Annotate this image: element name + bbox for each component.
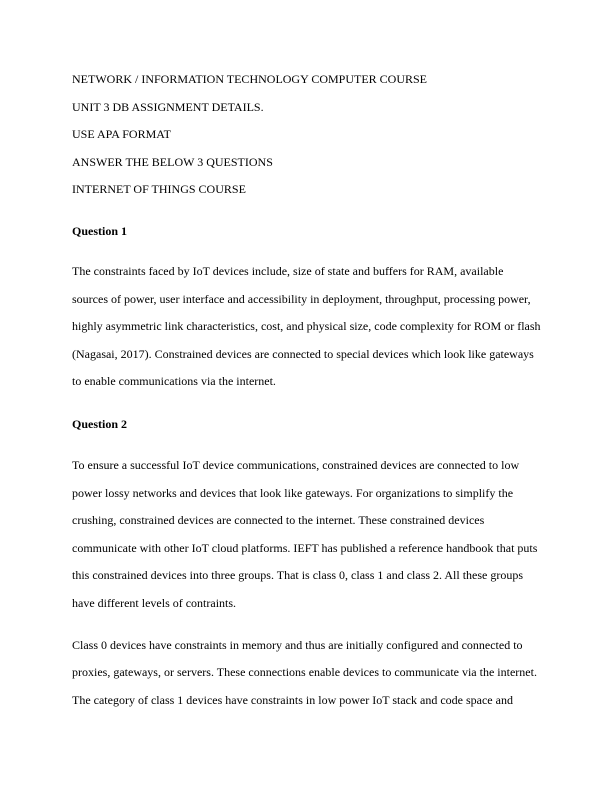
header-line-subject: INTERNET OF THINGS COURSE <box>72 182 246 196</box>
paragraph-line: highly asymmetric link characteristics, cost, and physical size, code complexity for ROM or flash <box>72 319 541 333</box>
header-line-instructions: ANSWER THE BELOW 3 QUESTIONS <box>72 155 273 169</box>
paragraph-line: communicate with other IoT cloud platforms. IEFT has published a reference handbook that puts <box>72 541 538 555</box>
paragraph-line: (Nagasai, 2017). Constrained devices are connected to special devices which look like gateways <box>72 347 534 361</box>
paragraph-line: this constrained devices into three groups. That is class 0, class 1 and class 2. All these groups <box>72 568 524 582</box>
paragraph-line: Class 0 devices have constraints in memory and thus are initially configured and connected to <box>72 638 523 652</box>
paragraph-line: The category of class 1 devices have constraints in low power IoT stack and code space and <box>72 693 513 707</box>
paragraph-line: The constraints faced by IoT devices include, size of state and buffers for RAM, available <box>72 264 504 278</box>
header-line-course: NETWORK / INFORMATION TECHNOLOGY COMPUTER COURSE <box>72 72 428 86</box>
paragraph-line: power lossy networks and devices that look like gateways. For organizations to simplify the <box>72 486 514 500</box>
header-line-format: USE APA FORMAT <box>72 127 171 141</box>
question-1-heading: Question 1 <box>72 224 128 238</box>
paragraph-line: proxies, gateways, or servers. These connections enable devices to communicate via the internet. <box>72 665 537 679</box>
paragraph-line: To ensure a successful IoT device communications, constrained devices are connected to low <box>72 458 520 472</box>
paragraph-line: have different levels of contraints. <box>72 596 237 610</box>
paragraph-line: to enable communications via the internet. <box>72 374 276 388</box>
paragraph-line: crushing, constrained devices are connected to the internet. These constrained devices <box>72 513 485 527</box>
header-line-unit: UNIT 3 DB ASSIGNMENT DETAILS. <box>72 100 264 114</box>
paragraph-line: sources of power, user interface and accessibility in deployment, throughput, processing power, <box>72 292 531 306</box>
question-2-heading: Question 2 <box>72 417 128 431</box>
